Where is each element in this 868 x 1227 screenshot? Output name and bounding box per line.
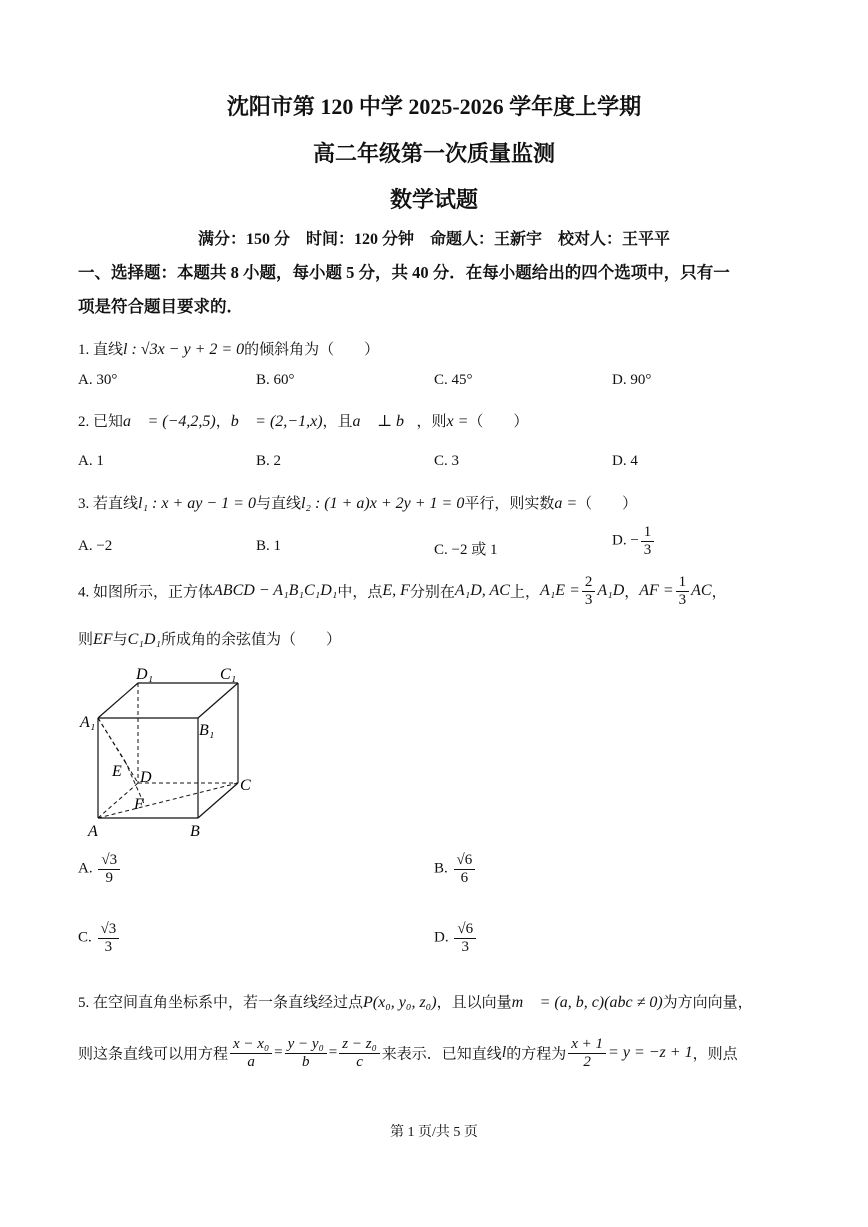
- q1-option-c: C. 45°: [434, 372, 473, 388]
- fraction-denominator: a: [247, 1053, 255, 1070]
- label-a1: A₁: [80, 714, 96, 731]
- q4-mid2: 分别在: [409, 584, 455, 601]
- q5-fraction-y: [285, 1036, 327, 1070]
- section-heading-line2: 项是符合题目要求的．: [78, 297, 243, 316]
- q4-mid: 中，点: [337, 584, 383, 601]
- exam-info: 满分：150 分 时间：120 分钟 命题人：王新宇 校对人：王平平: [197, 231, 670, 248]
- q2-option-b: B. 2: [256, 453, 282, 469]
- q2-option-c: C. 3: [434, 453, 460, 469]
- q5-pre: 5. 在空间直角坐标系中，若一条直线经过点: [78, 995, 364, 1011]
- fraction-numerator: 1: [676, 574, 690, 592]
- q4-points: E, F: [382, 582, 410, 599]
- label-f: F: [134, 796, 144, 813]
- fraction-numerator: y − y₀: [285, 1036, 327, 1054]
- q3-option-c: C. −2 或 1: [434, 542, 498, 558]
- q5-line-l: l: [501, 1044, 507, 1061]
- q3-line-l2: l₂ : (1 + a)x + 2y + 1 = 0: [300, 495, 465, 512]
- q5-fraction-x: [230, 1036, 272, 1070]
- q3-line-l1: l₁ : x + ay − 1 = 0: [138, 495, 256, 512]
- edge-ad-hidden: [98, 783, 138, 818]
- fraction-denominator: 3: [678, 591, 687, 608]
- q3-option-b: B. 1: [256, 538, 282, 554]
- q4-option-a: [78, 852, 122, 886]
- q4-line2-mid: 与: [112, 632, 128, 648]
- exam-title-subject: 数学试题: [389, 187, 478, 212]
- edge-b1c1: [198, 683, 238, 718]
- q4-option-d-fraction: [454, 921, 476, 955]
- fraction-denominator: b: [301, 1053, 310, 1070]
- q4-option-c: [78, 921, 121, 955]
- fraction-denominator: c: [356, 1053, 363, 1070]
- q5-line2-mid2: 的方程为: [506, 1046, 567, 1063]
- q4-af: AF =: [639, 582, 674, 599]
- q3-option-d-label: D. −: [612, 532, 639, 549]
- question-3: [78, 492, 637, 513]
- q2-mid2: ，则: [416, 414, 447, 430]
- question-5-line2: [78, 1036, 738, 1070]
- fraction-denominator: 3: [643, 541, 652, 558]
- q4-option-b: [434, 852, 477, 886]
- q4-option-a-fraction: [98, 852, 120, 886]
- fraction-denominator: 2: [583, 1053, 591, 1070]
- cube-figure: [70, 655, 270, 845]
- q4-sep: ，: [624, 584, 640, 601]
- q2-mid: ，且: [322, 414, 353, 430]
- q4-end: ，: [711, 584, 727, 601]
- q4-line2-post: 所成角的余弦值为（ ）: [160, 632, 341, 648]
- q5-fraction-line: [568, 1036, 606, 1070]
- fraction-numerator: x + 1: [568, 1036, 606, 1054]
- q5-mid: ，且以向量: [436, 995, 512, 1011]
- question-5-line1: [78, 991, 753, 1012]
- q4-a1d: A₁D: [597, 582, 625, 599]
- fraction-numerator: √6: [454, 852, 476, 870]
- q2-pre: 2. 已知: [78, 414, 124, 430]
- label-a: A: [88, 823, 98, 840]
- fraction-numerator: x − x₀: [230, 1036, 272, 1054]
- q1-option-b: B. 60°: [256, 372, 295, 388]
- segment-ac: [98, 783, 238, 818]
- q2-option-a: A. 1: [78, 453, 104, 469]
- fraction-numerator: √3: [98, 852, 120, 870]
- q5-eq-1: =: [274, 1044, 283, 1061]
- fraction-numerator: √6: [454, 921, 476, 939]
- exam-title-school: 沈阳市第 120 中学 2025-2026 学年度上学期: [226, 94, 642, 119]
- question-2: [78, 410, 528, 431]
- q1-pre: 1. 直线: [78, 342, 124, 358]
- q4-option-c-fraction: [98, 921, 120, 955]
- q4-mid3: 上，: [509, 584, 540, 601]
- question-1: [78, 338, 379, 359]
- q2-perp: a⃗ ⊥ b⃗: [352, 413, 417, 430]
- q5-vector-m: m⃗ = (a, b, c)(abc ≠ 0): [511, 994, 663, 1011]
- page-footer: 第 1 页/共 5 页: [390, 1125, 478, 1140]
- fraction-numerator: √3: [98, 921, 120, 939]
- q3-option-d: [612, 524, 656, 558]
- q2-sep: ，: [215, 414, 231, 430]
- label-d1: D₁: [136, 666, 154, 683]
- question-4-line1: [78, 574, 727, 608]
- q1-post: 的倾斜角为（ ）: [244, 342, 380, 358]
- label-c1: C₁: [220, 666, 237, 683]
- q5-point-p: P(x₀, y₀, z₀): [363, 994, 437, 1011]
- fraction-numerator: 1: [641, 524, 655, 542]
- question-4-line2: [78, 628, 341, 649]
- fraction-denominator: 3: [104, 938, 113, 955]
- edge-bc: [198, 783, 238, 818]
- q3-post: （ ）: [577, 496, 638, 512]
- q3-a: a =: [554, 495, 578, 512]
- q1-option-a: A. 30°: [78, 372, 118, 388]
- fraction-denominator: 3: [584, 591, 593, 608]
- fraction-numerator: z − z₀: [339, 1036, 380, 1054]
- q4-c1d1: C₁D₁: [127, 631, 161, 648]
- q4-line2-pre: 则: [78, 632, 94, 648]
- q2-vector-a: a⃗ = (−4,2,5): [123, 413, 216, 430]
- q3-option-d-fraction: [641, 524, 655, 558]
- q3-option-a: A. −2: [78, 538, 113, 554]
- segment-a1e: [98, 718, 125, 761]
- q4-option-a-label: A.: [78, 860, 93, 877]
- q4-cube: ABCD − A₁B₁C₁D₁: [213, 582, 338, 599]
- fraction-denominator: 3: [461, 938, 469, 955]
- q3-mid2: 平行，则实数: [464, 496, 555, 512]
- label-c: C: [240, 777, 251, 794]
- section-heading-line1: 一、选择题：本题共 8 小题，每小题 5 分，共 40 分．在每小题给出的四个选项中，只有一: [78, 263, 730, 282]
- q4-segments: A₁D, AC: [454, 582, 510, 599]
- q5-fraction-z: [339, 1036, 380, 1070]
- q5-eq-2: =: [328, 1044, 338, 1061]
- q4-fraction-1: [582, 574, 596, 608]
- q2-post: （ ）: [468, 414, 529, 430]
- fraction-denominator: 9: [105, 869, 113, 886]
- q4-a1e: A₁E =: [539, 582, 580, 599]
- q5-line-eq: = y = −z + 1: [608, 1044, 693, 1061]
- q5-line2-post: ，则点: [692, 1046, 738, 1063]
- q5-line2-pre: 则这条直线可以用方程: [78, 1046, 229, 1063]
- q4-ef: EF: [93, 631, 113, 648]
- q2-x: x =: [446, 413, 469, 430]
- q4-option-b-fraction: [454, 852, 476, 886]
- q4-option-d-label: D.: [434, 929, 449, 946]
- q5-line2-mid: 来表示．已知直线: [381, 1046, 502, 1063]
- q4-option-d: [434, 921, 478, 955]
- fraction-denominator: 6: [460, 869, 469, 886]
- q3-mid: 与直线: [255, 496, 301, 512]
- q1-option-d: D. 90°: [612, 372, 652, 388]
- label-b1: B₁: [199, 722, 215, 739]
- q4-fraction-2: [676, 574, 690, 608]
- q4-option-c-label: C.: [78, 929, 92, 946]
- edge-a1d1: [98, 683, 138, 718]
- q2-option-d: D. 4: [612, 453, 638, 469]
- q2-vector-b: b⃗ = (2,−1,x): [230, 413, 323, 430]
- exam-title-grade: 高二年级第一次质量监测: [312, 141, 555, 166]
- label-e: E: [112, 763, 122, 780]
- q4-pre: 4. 如图所示，正方体: [78, 584, 214, 601]
- q5-post: 为方向向量，: [662, 995, 753, 1011]
- fraction-numerator: 2: [582, 574, 596, 592]
- q4-ac: AC: [691, 582, 712, 599]
- label-d: D: [140, 769, 152, 786]
- label-b: B: [190, 823, 200, 840]
- q1-equation: l : √3x − y + 2 = 0: [123, 341, 245, 358]
- q4-option-b-label: B.: [434, 860, 448, 877]
- q3-pre: 3. 若直线: [78, 496, 139, 512]
